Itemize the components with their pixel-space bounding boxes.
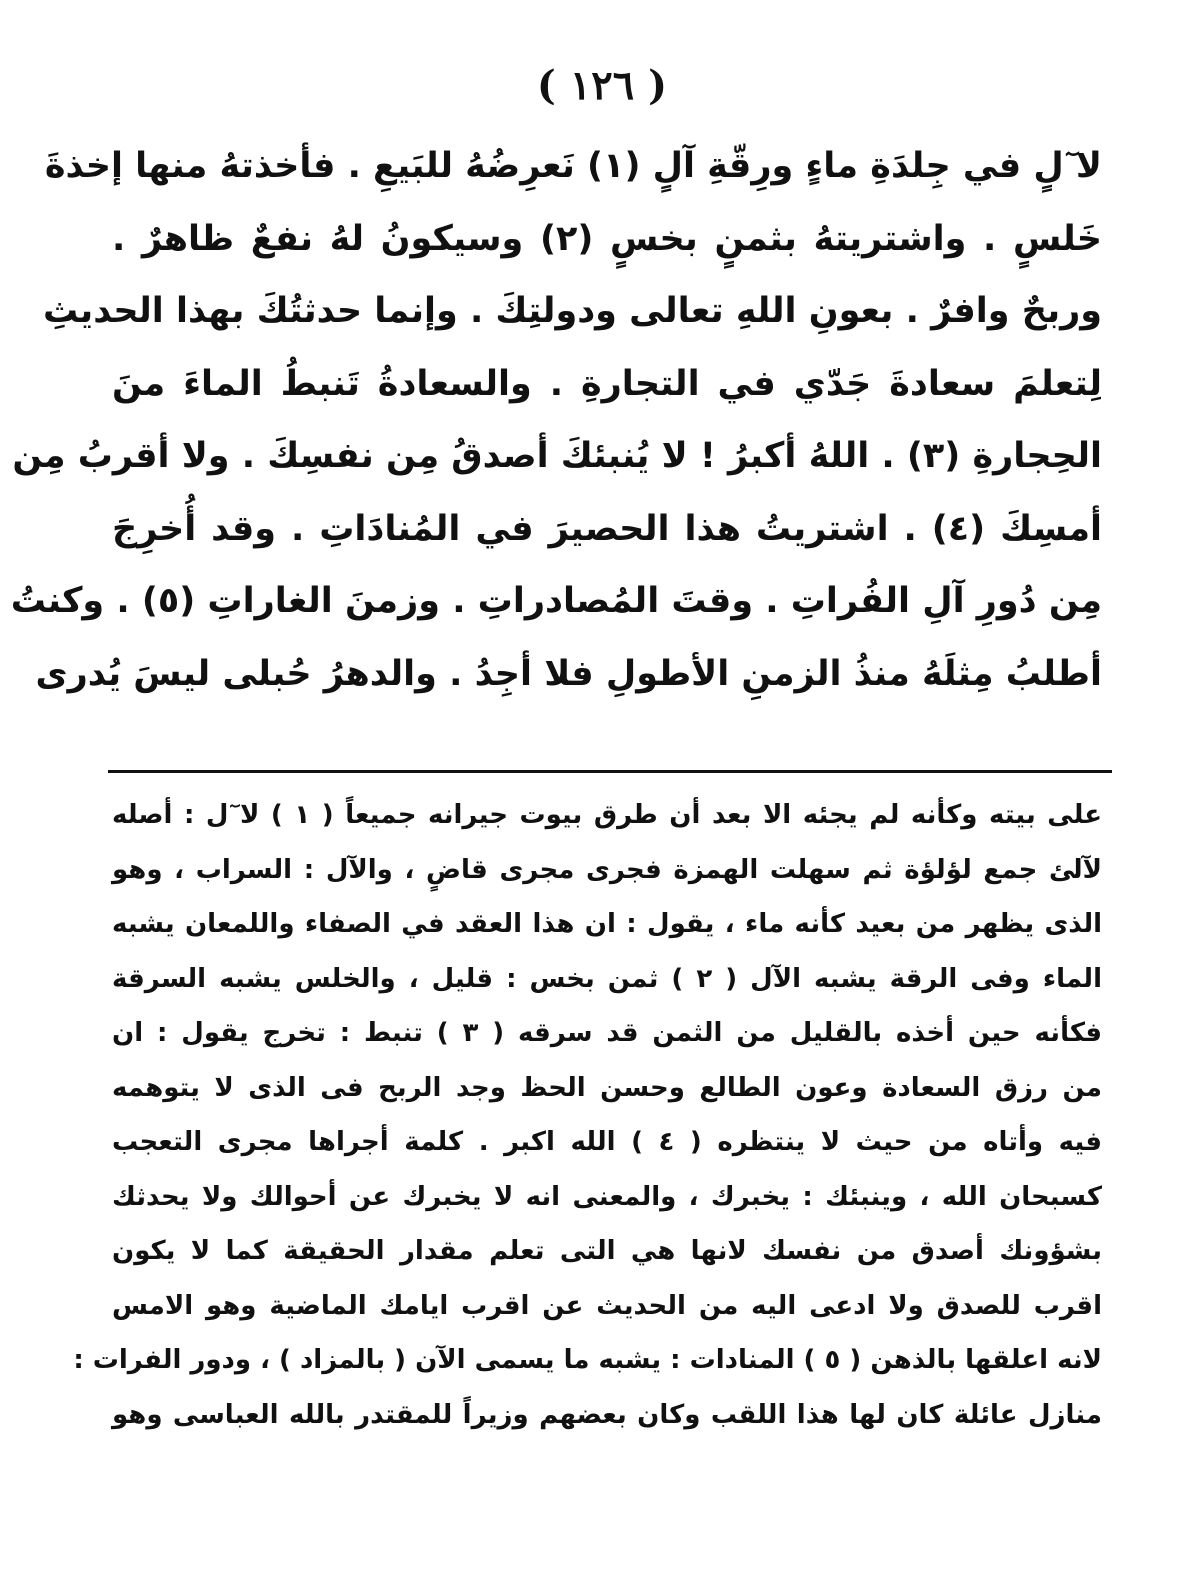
footnotes xyxy=(73,788,1102,1442)
text-line: لا ٓلٍ في جِلدَةِ ماءٍ ورِقّةِ آلٍ (١) نَعرِضُهُ للبَيعِ . فأخذتهُ منها إخذةَ xyxy=(44,146,1102,186)
text-line: أطلبُ مِثلَهُ منذُ الزمنِ الأطولِ فلا أجِدُ . والدهرُ حُبلى ليسَ يُدرى xyxy=(35,653,1102,694)
footnote-line: الماء وفى الرقة يشبه الآل ( ٢ ) ثمن بخس : قليل ، والخلس يشبه السرقة xyxy=(112,963,1102,994)
footnote-line: كسبحان الله ، وينبئك : يخبرك ، والمعنى انه لا يخبرك عن أحوالك ولا يحدثك xyxy=(112,1181,1102,1212)
footnote-line: اقرب للصدق ولا ادعى اليه من الحديث عن اقرب ايامك الماضية وهو الامس xyxy=(112,1290,1102,1321)
footnote-divider xyxy=(108,770,1112,773)
text-line: وربحٌ وافرٌ . بعونِ اللهِ تعالى ودولتِكَ . وإنما حدثتُكَ بهذا الحديثِ xyxy=(43,291,1102,331)
page-number: ( ١٢٦ ) xyxy=(536,62,668,109)
text-line: لِتعلمَ سعادةَ جَدّي في التجارةِ . والسعادةُ تَنبطُ الماءَ منَ xyxy=(112,363,1102,404)
footnote-line: لانه اعلقها بالذهن ( ٥ ) المنادات : يشبه ما يسمى الآن ( بالمزاد ) ، ودور الفرات : xyxy=(73,1345,1102,1375)
footnote-line: منازل عائلة كان لها هذا اللقب وكان بعضهم وزيراً للمقتدر بالله العباسى وهو xyxy=(112,1399,1102,1430)
main-text xyxy=(10,130,1102,710)
footnote-line: من رزق السعادة وعون الطالع وحسن الحظ وجد الربح فى الذى لا يتوهمه xyxy=(112,1072,1102,1103)
text-line: مِن دُورِ آلِ الفُراتِ . وقتَ المُصادراتِ . وزمنَ الغاراتِ (٥) . وكنتُ xyxy=(10,581,1102,621)
footnote-line: لآلئ جمع لؤلؤة ثم سهلت الهمزة فجرى مجرى قاضٍ ، والآل : السراب ، وهو xyxy=(112,854,1102,885)
text-line: الحِجارةِ (٣) . اللهُ أكبرُ ! لا يُنبئكَ أصدقُ مِن نفسِكَ . ولا أقربُ مِن xyxy=(12,436,1102,476)
text-line: أمسِكَ (٤) . اشتريتُ هذا الحصيرَ في المُنادَاتِ . وقد أُخرِجَ xyxy=(112,508,1102,549)
footnote-line: على بيته وكأنه لم يجئه الا بعد أن طرق بيوت جيرانه جميعاً ( ١ ) لا ٓل : أصله xyxy=(112,800,1102,830)
footnote-line: بشؤونك أصدق من نفسك لانها هي التى تعلم مقدار الحقيقة كما لا يكون xyxy=(112,1236,1102,1266)
footnote-line: فكأنه حين أخذه بالقليل من الثمن قد سرقه ( ٣ ) تنبط : تخرج يقول : ان xyxy=(112,1018,1102,1048)
text-line: خَلسٍ . واشتريتهُ بثمنٍ بخسٍ (٢) وسيكونُ لهُ نفعٌ ظاهرٌ . xyxy=(112,218,1102,259)
footnote-line: فيه وأتاه من حيث لا ينتظره ( ٤ ) الله اكبر . كلمة أجراها مجرى التعجب xyxy=(112,1127,1102,1157)
footnote-line: الذى يظهر من بعيد كأنه ماء ، يقول : ان هذا العقد في الصفاء واللمعان يشبه xyxy=(112,909,1102,939)
